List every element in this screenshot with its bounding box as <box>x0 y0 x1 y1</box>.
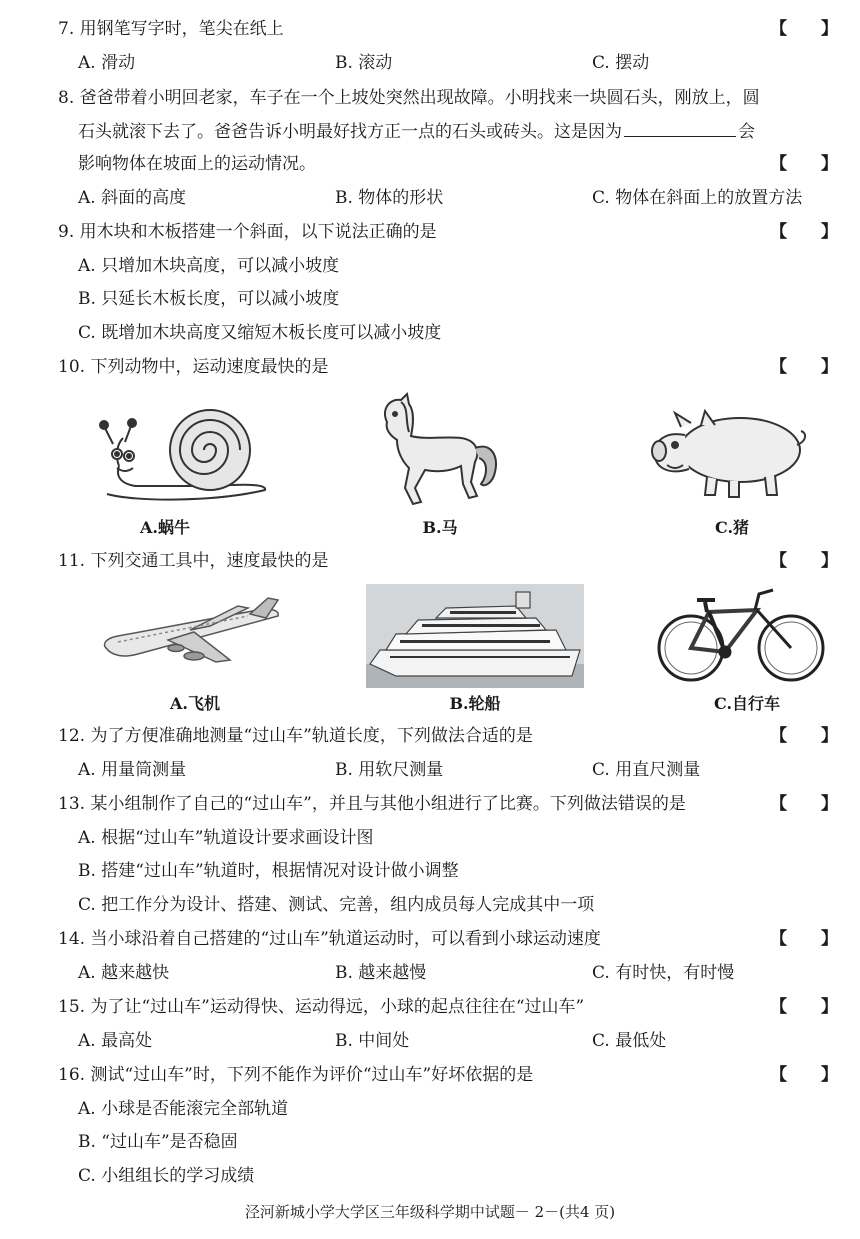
q13-option-b[interactable]: B. 搭建“过山车”轨道时，根据情况对设计做小调整 <box>78 861 459 881</box>
q8-stem-line2 <box>78 120 838 143</box>
q9-option-a[interactable]: A. 只增加木块高度，可以减小坡度 <box>78 256 340 276</box>
q13-option-a[interactable]: A. 根据“过山车”轨道设计要求画设计图 <box>78 828 374 848</box>
q14-option-a[interactable]: A. 越来越快 <box>78 963 170 983</box>
q15-option-b[interactable]: B. 中间处 <box>335 1031 410 1051</box>
q7-option-a[interactable]: A. 滑动 <box>78 53 136 73</box>
q8-option-a[interactable]: A. 斜面的高度 <box>78 188 187 208</box>
q8-stem-line2-end: 会 <box>738 122 755 142</box>
q16-option-c[interactable]: C. 小组组长的学习成绩 <box>78 1166 255 1186</box>
q8-stem-line1: 8. 爸爸带着小明回老家，车子在一个上坡处突然出现故障。小明找来一块圆石头，刚放上，圆 <box>58 88 760 108</box>
q9-option-b[interactable]: B. 只延长木板长度，可以减小坡度 <box>78 289 340 309</box>
q8-option-c[interactable]: C. 物体在斜面上的放置方法 <box>592 188 803 208</box>
pig-image[interactable] <box>645 405 810 500</box>
q15-stem: 15. 为了让“过山车”运动得快、运动得远，小球的起点往往在“过山车” <box>58 997 585 1017</box>
q12-option-a[interactable]: A. 用量筒测量 <box>78 760 187 780</box>
q10-caption-a: A.蜗牛 <box>140 518 190 537</box>
q13-option-c[interactable]: C. 把工作分为设计、搭建、测试、完善，组内成员每人完成其中一项 <box>78 895 595 915</box>
q7-answer-bracket[interactable]: 【 】 <box>770 19 838 39</box>
q10-stem: 10. 下列动物中，运动速度最快的是 <box>58 357 329 377</box>
q8-stem-line3: 影响物体在坡面上的运动情况。 <box>78 154 316 174</box>
page-footer: 泾河新城小学大学区三年级科学期中试题－ 2－(共4 页) <box>244 1203 616 1221</box>
q13-stem: 13. 某小组制作了自己的“过山车”，并且与其他小组进行了比赛。下列做法错误的是 <box>58 794 686 814</box>
q12-answer-bracket[interactable]: 【 】 <box>770 726 838 746</box>
q7-option-c[interactable]: C. 摆动 <box>592 53 650 73</box>
q12-stem: 12. 为了方便准确地测量“过山车”轨道长度，下列做法合适的是 <box>58 726 533 746</box>
q11-stem: 11. 下列交通工具中，速度最快的是 <box>58 551 329 571</box>
snail-image[interactable] <box>95 398 275 506</box>
q11-caption-a: A.飞机 <box>170 694 220 713</box>
q12-option-c[interactable]: C. 用直尺测量 <box>592 760 701 780</box>
q8-answer-bracket[interactable]: 【 】 <box>770 154 838 174</box>
q15-answer-bracket[interactable]: 【 】 <box>770 997 838 1017</box>
q10-caption-c: C.猪 <box>714 518 750 537</box>
q14-stem: 14. 当小球沿着自己搭建的“过山车”轨道运动时，可以看到小球运动速度 <box>58 929 601 949</box>
q16-answer-bracket[interactable]: 【 】 <box>770 1065 838 1085</box>
q8-option-b[interactable]: B. 物体的形状 <box>335 188 444 208</box>
q10-caption-b: B.马 <box>422 518 458 537</box>
q7-option-b[interactable]: B. 滚动 <box>335 53 393 73</box>
q8-answer-blank[interactable] <box>624 120 736 137</box>
horse-image[interactable] <box>375 392 505 512</box>
q11-caption-c: C.自行车 <box>713 694 781 713</box>
q11-caption-b: B.轮船 <box>449 694 501 713</box>
q13-answer-bracket[interactable]: 【 】 <box>770 794 838 814</box>
ship-image[interactable] <box>366 584 584 688</box>
q9-answer-bracket[interactable]: 【 】 <box>770 222 838 242</box>
q9-option-c[interactable]: C. 既增加木块高度又缩短木板长度可以减小坡度 <box>78 323 442 343</box>
q14-answer-bracket[interactable]: 【 】 <box>770 929 838 949</box>
q8-stem-line2-text: 石头就滚下去了。爸爸告诉小明最好找方正一点的石头或砖头。这是因为 <box>78 122 622 142</box>
q16-stem: 16. 测试“过山车”时，下列不能作为评价“过山车”好坏依据的是 <box>58 1065 534 1085</box>
q10-answer-bracket[interactable]: 【 】 <box>770 357 838 377</box>
q11-answer-bracket[interactable]: 【 】 <box>770 551 838 571</box>
q14-option-b[interactable]: B. 越来越慢 <box>335 963 427 983</box>
q9-stem: 9. 用木块和木板搭建一个斜面，以下说法正确的是 <box>58 222 437 242</box>
airplane-image[interactable] <box>98 596 288 674</box>
bicycle-image[interactable] <box>655 586 827 684</box>
q15-option-a[interactable]: A. 最高处 <box>78 1031 153 1051</box>
q7-stem: 7. 用钢笔写字时，笔尖在纸上 <box>58 19 284 39</box>
q14-option-c[interactable]: C. 有时快，有时慢 <box>592 963 735 983</box>
q16-option-b[interactable]: B. “过山车”是否稳固 <box>78 1132 238 1152</box>
q12-option-b[interactable]: B. 用软尺测量 <box>335 760 444 780</box>
q15-option-c[interactable]: C. 最低处 <box>592 1031 667 1051</box>
q16-option-a[interactable]: A. 小球是否能滚完全部轨道 <box>78 1099 289 1119</box>
